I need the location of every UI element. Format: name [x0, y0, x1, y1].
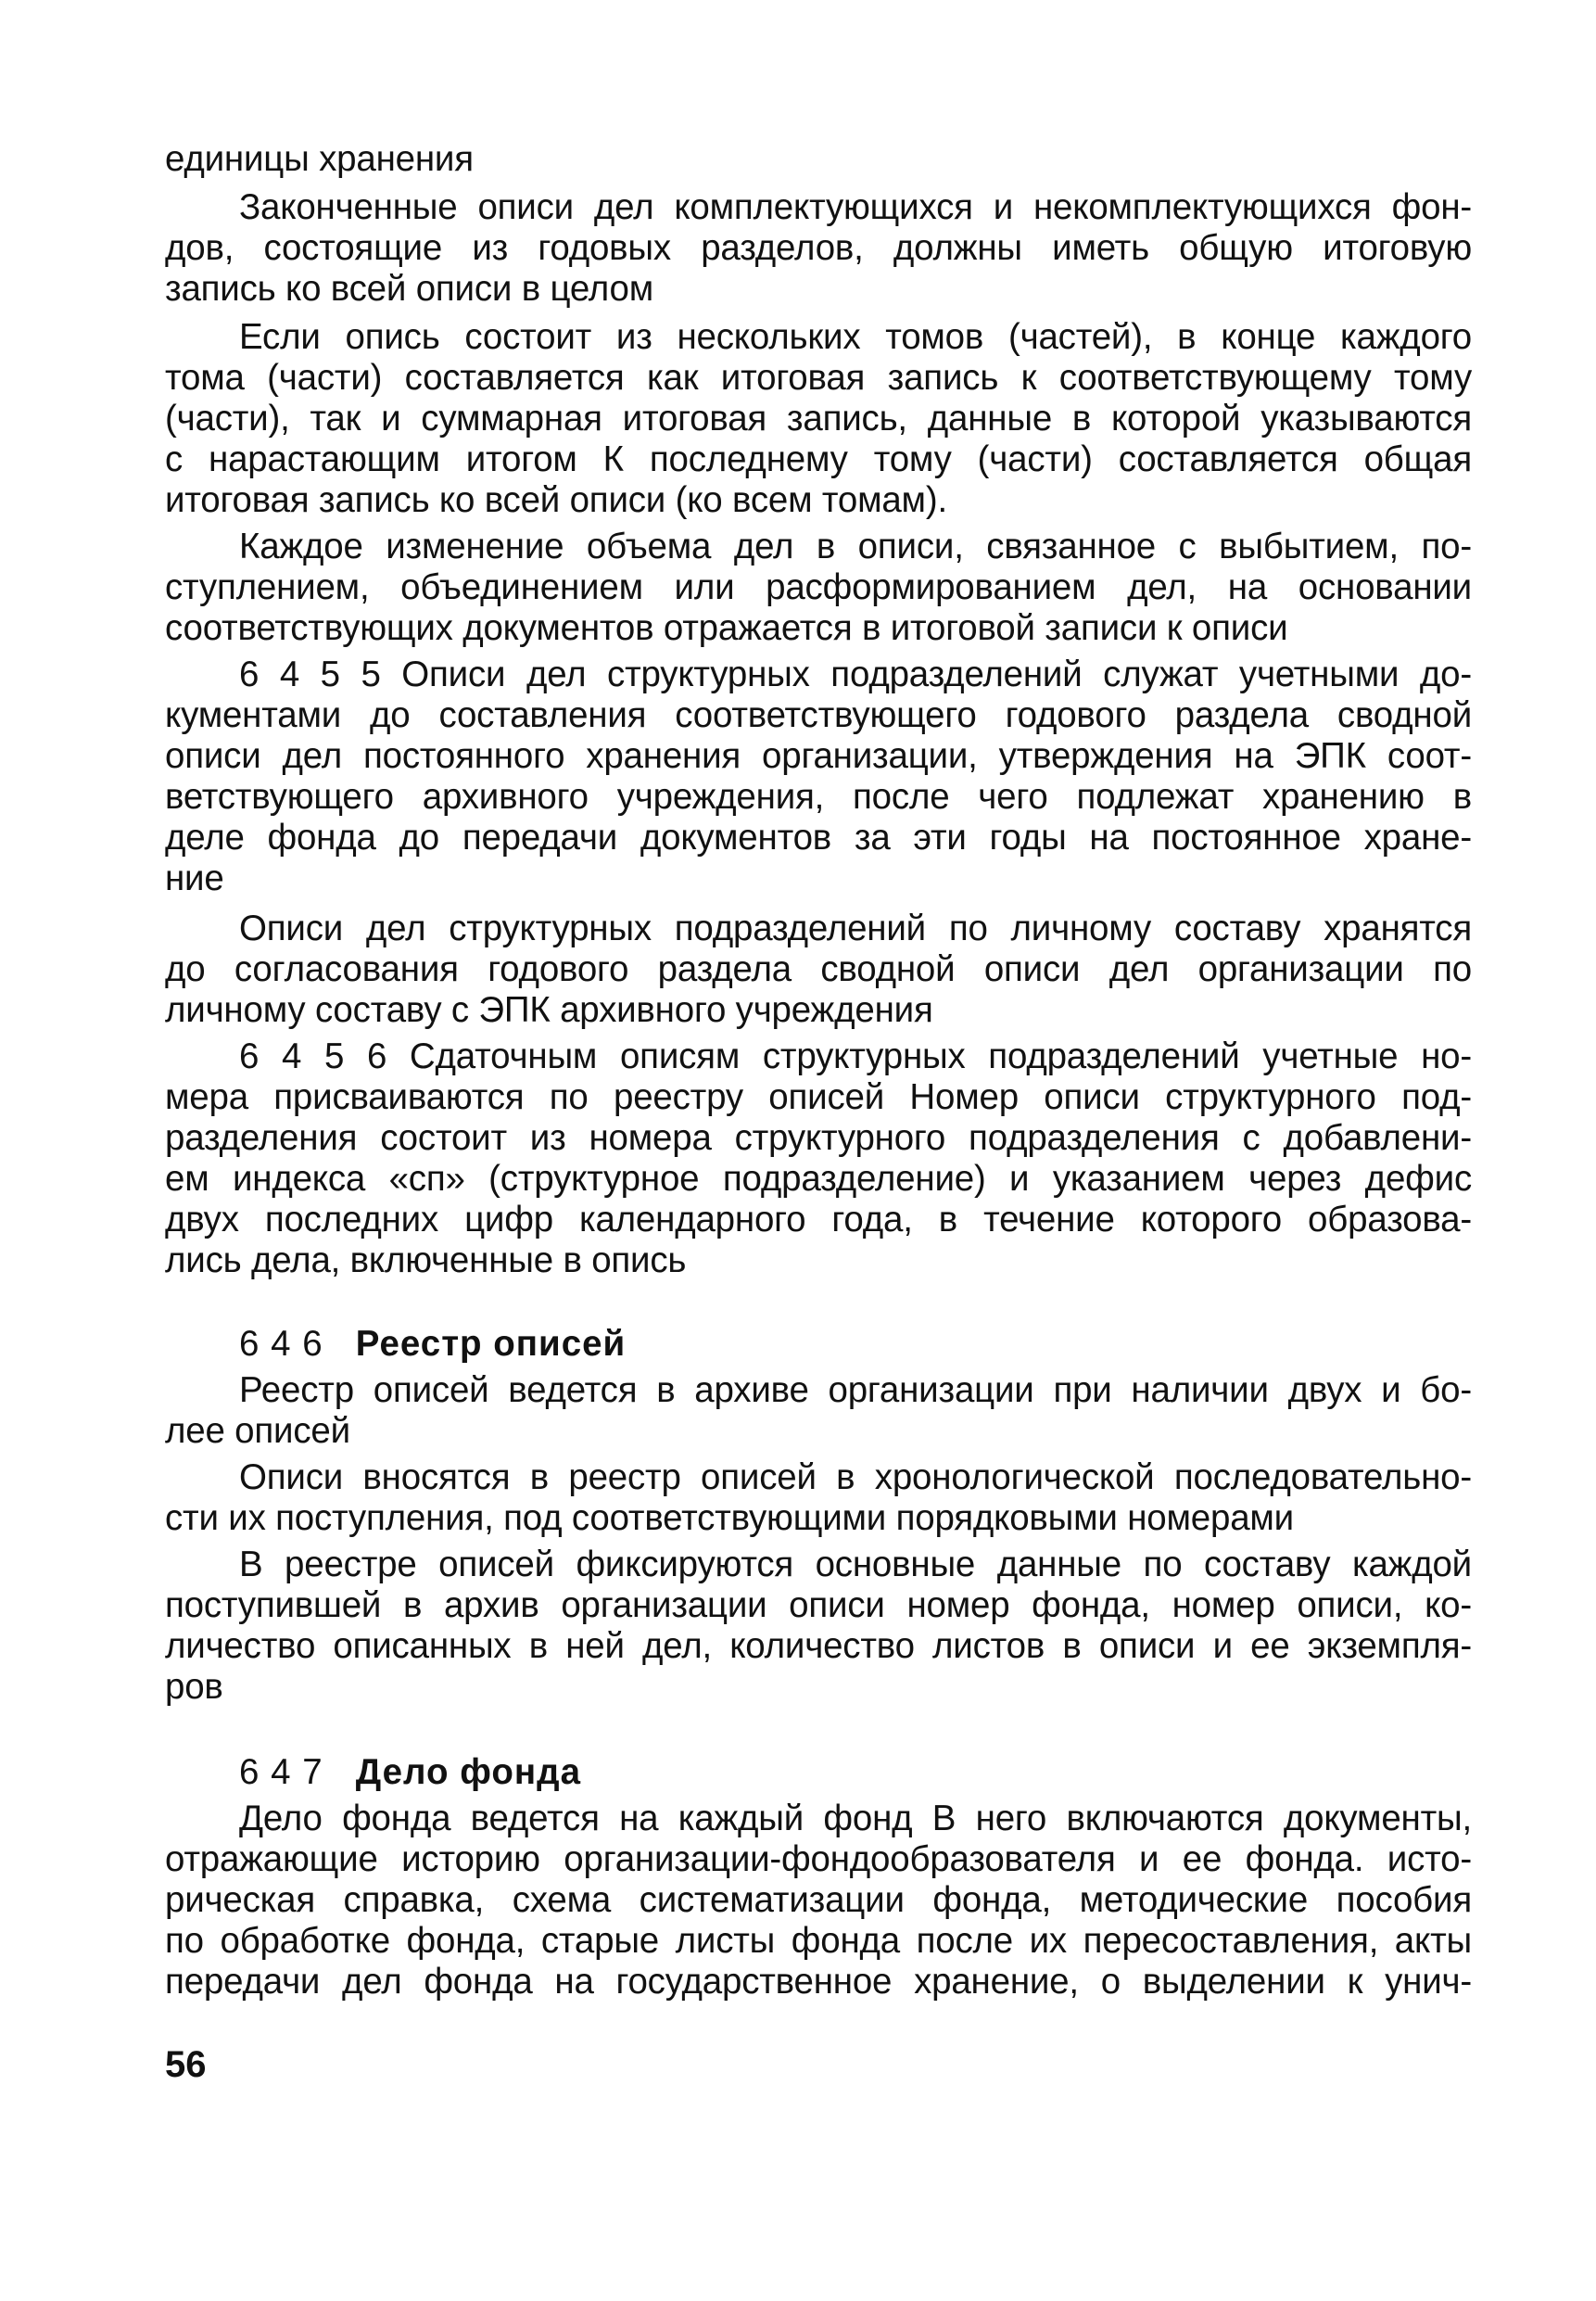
text-line: личному составу с ЭПК архивного учреждения [165, 990, 933, 1030]
text-line: рическая справка, схема систематизации фонда, методические пособия [165, 1880, 1472, 1920]
text-line: дов, состоящие из годовых разделов, должны иметь общую итоговую [165, 228, 1472, 268]
text-line: Если опись состоит из нескольких томов (частей), в конце каждого [239, 317, 1472, 357]
text-line: сти их поступления, под соответствующими порядковыми номерами [165, 1498, 1294, 1538]
text-line: мера присваиваются по реестру описей Номер описи структурного под- [165, 1077, 1472, 1117]
text-line: передачи дел фонда на государственное хранение, о выделении к унич- [165, 1962, 1472, 2002]
text-line: итоговая запись ко всей описи (ко всем томам). [165, 480, 947, 520]
text-line: Дело фонда ведется на каждый фонд В него включаются документы, [239, 1799, 1472, 1838]
text-line: лись дела, включенные в опись [165, 1240, 687, 1280]
section-title: Реестр описей [355, 1324, 627, 1364]
text-line: Описи вносятся в реестр описей в хронологической последовательно- [239, 1457, 1472, 1497]
page-number: 56 [165, 2044, 207, 2085]
text-line: ние [165, 858, 224, 898]
text-line: кументами до составления соответствующего годового раздела сводной [165, 695, 1472, 735]
text-line: ем индекса «сп» (структурное подразделение) и указанием через дефис [165, 1159, 1472, 1199]
text-line: до согласования годового раздела сводной описи дел организации по [165, 949, 1472, 989]
text-line: Описи дел структурных подразделений по личному составу хранятся [239, 909, 1472, 948]
text-line: единицы хранения [165, 139, 474, 179]
text-line: Реестр описей ведется в архиве организации при наличии двух и бо- [239, 1370, 1472, 1410]
text-line: описи дел постоянного хранения организации, утверждения на ЭПК соот- [165, 736, 1472, 776]
text-line: 6 4 5 6 Сдаточным описям структурных подразделений учетные но- [239, 1036, 1472, 1076]
text-line: Законченные описи дел комплектующихся и некомплектующихся фон- [239, 187, 1472, 227]
text-line: деле фонда до передачи документов за эти годы на постоянное хране- [165, 818, 1472, 858]
text-line: по обработке фонда, старые листы фонда после их пересоставления, акты [165, 1921, 1472, 1961]
text-line: 6 4 5 5 Описи дел структурных подразделений служат учетными до- [239, 655, 1472, 694]
section-number: 6 4 7 [239, 1752, 323, 1792]
text-line: ров [165, 1667, 223, 1707]
text-line: тома (части) составляется как итоговая запись к соответствующему тому [165, 358, 1472, 398]
text-line: соответствующих документов отражается в итоговой записи к описи [165, 608, 1288, 648]
text-line: отражающие историю организации-фондообразователя и ее фонда. исто- [165, 1839, 1472, 1879]
text-line: лее описей [165, 1411, 350, 1451]
text-line: ступлением, объединением или расформированием дел, на основании [165, 567, 1472, 607]
text-line: личество описанных в ней дел, количество листов в описи и ее экземпля- [165, 1626, 1472, 1666]
section-title: Дело фонда [355, 1752, 582, 1792]
text-line: поступившей в архив организации описи номер фонда, номер описи, ко- [165, 1585, 1472, 1625]
text-line: двух последних цифр календарного года, в течение которого образова- [165, 1200, 1472, 1239]
text-line: (части), так и суммарная итоговая запись, данные в которой указываются [165, 399, 1472, 439]
text-line: с нарастающим итогом К последнему тому (части) составляется общая [165, 439, 1472, 479]
section-heading [165, 1324, 626, 1365]
text-line: В реестре описей фиксируются основные данные по составу каждой [239, 1545, 1472, 1584]
section-heading [165, 1752, 581, 1793]
text-line: запись ко всей описи в целом [165, 269, 653, 309]
text-line: Каждое изменение объема дел в описи, связанное с выбытием, по- [239, 527, 1472, 566]
text-line: ветствующего архивного учреждения, после чего подлежат хранению в [165, 777, 1472, 817]
section-number: 6 4 6 [239, 1324, 323, 1364]
text-line: разделения состоит из номера структурного подразделения с добавлени- [165, 1118, 1472, 1158]
